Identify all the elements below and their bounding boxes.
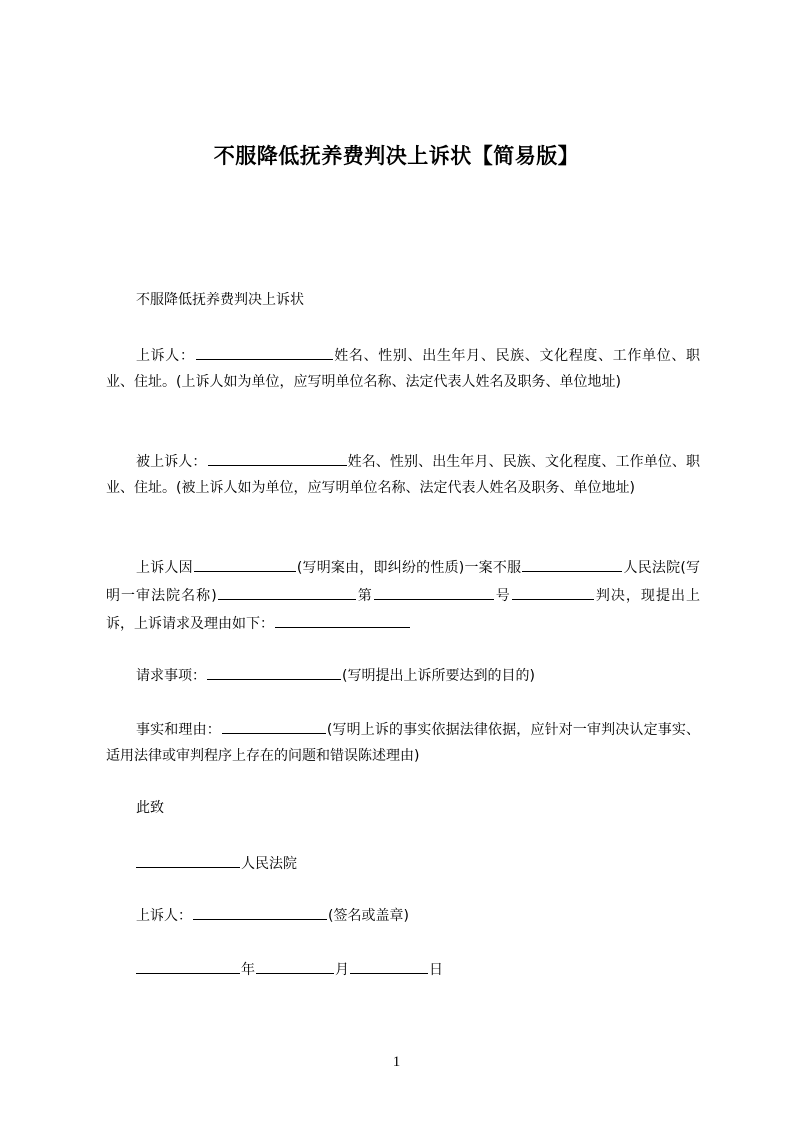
reason-part6: 判决，现提出上诉，上诉请求及理由如下： bbox=[106, 588, 701, 632]
reason-part5: 号 bbox=[494, 588, 511, 604]
appellee-paragraph bbox=[106, 447, 700, 501]
request-blank bbox=[207, 661, 341, 680]
signature-note: (签名或盖章) bbox=[328, 908, 409, 924]
salute-paragraph bbox=[106, 795, 700, 821]
facts-label: 事实和理由： bbox=[136, 722, 221, 738]
request-label: 请求事项： bbox=[136, 668, 206, 684]
subtitle: 不服降低抚养费判决上诉状 bbox=[136, 292, 304, 308]
document-title: 不服降低抚养费判决上诉状【简易版】 bbox=[213, 144, 580, 168]
reason-part3: 人民法院(写明一审法院名称) bbox=[106, 560, 701, 604]
request-paragraph bbox=[106, 661, 700, 689]
date-year: 年 bbox=[241, 962, 255, 978]
facts-note: (写明上诉的事实依据法律依据，应针对一审判决认定事实、适用法律或审判程序上存在的问题和错误陈述理由) bbox=[106, 722, 701, 764]
reason-paragraph bbox=[106, 553, 700, 637]
signature-paragraph bbox=[106, 901, 700, 929]
appellant-paragraph bbox=[106, 341, 700, 395]
facts-paragraph bbox=[106, 715, 700, 769]
case-year-blank bbox=[218, 581, 356, 600]
appellee-label: 被上诉人： bbox=[136, 454, 207, 470]
date-paragraph bbox=[106, 955, 700, 983]
facts-blank bbox=[222, 715, 326, 734]
appellant-blank bbox=[196, 341, 333, 360]
appellant-label: 上诉人： bbox=[136, 348, 195, 364]
judgment-type-blank bbox=[512, 581, 594, 600]
page-number: 1 bbox=[392, 1054, 401, 1070]
year-blank bbox=[136, 955, 240, 974]
court-paragraph bbox=[106, 849, 700, 877]
case-number-blank bbox=[374, 581, 494, 600]
day-blank bbox=[350, 955, 428, 974]
signature-label: 上诉人： bbox=[136, 908, 192, 924]
month-blank bbox=[256, 955, 334, 974]
appellant-text: 姓名、性别、出生年月、民族、文化程度、工作单位、职业、住址。(上诉人如为单位，应写明单位名称、法定代表人姓名及职务、单位地址) bbox=[106, 348, 701, 390]
court-name-blank bbox=[136, 849, 240, 868]
court-blank bbox=[522, 553, 622, 572]
court-suffix: 人民法院 bbox=[241, 856, 297, 872]
reason-part4: 第 bbox=[356, 588, 373, 604]
appellee-text: 姓名、性别、出生年月、民族、文化程度、工作单位、职业、住址。(被上诉人如为单位，应写明单位名称、法定代表人姓名及职务、单位地址) bbox=[106, 454, 700, 496]
signature-blank bbox=[193, 901, 327, 920]
appellee-blank bbox=[208, 447, 347, 466]
reason-part2: (写明案由，即纠纷的性质)一案不服 bbox=[296, 560, 522, 576]
reason-part1: 上诉人因 bbox=[136, 560, 193, 576]
subtitle-paragraph bbox=[106, 287, 700, 313]
salute: 此致 bbox=[136, 800, 164, 816]
date-month: 月 bbox=[335, 962, 349, 978]
reason-tail-blank bbox=[275, 609, 410, 628]
date-day: 日 bbox=[429, 962, 443, 978]
request-note: (写明提出上诉所要达到的目的) bbox=[342, 668, 535, 684]
case-cause-blank bbox=[194, 553, 296, 572]
